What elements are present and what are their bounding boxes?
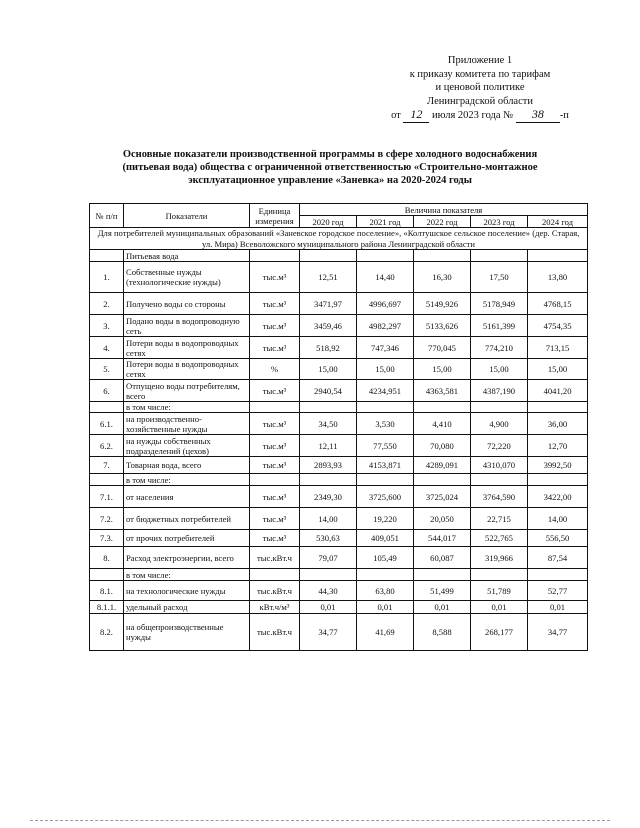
row-value: 105,49	[357, 547, 414, 569]
row-value: 34,50	[300, 413, 357, 435]
row-value	[528, 402, 588, 413]
row-unit: тыс.м³	[250, 337, 300, 359]
row-value	[357, 474, 414, 486]
table-row	[90, 547, 588, 569]
row-num: 4.	[90, 337, 124, 359]
row-unit: тыс.м³	[250, 435, 300, 457]
row-value: 770,045	[414, 337, 471, 359]
row-value: 4,410	[414, 413, 471, 435]
table-row	[90, 337, 588, 359]
row-value: 530,63	[300, 530, 357, 547]
section-value-cell	[528, 250, 588, 262]
document-title: Основные показатели производственной программы в сфере холодного водоснабжения (питьевая вода) общества с ограниченной ответственностью «Строительно-монтажное эксплуатационное управление «Заневка» на 2020-2024 годы	[122, 149, 538, 186]
row-value: 87,54	[528, 547, 588, 569]
appendix-policy-line: и ценовой политике	[435, 82, 525, 93]
row-indicator: удельный расход	[124, 601, 250, 614]
row-value: 8,588	[414, 614, 471, 651]
row-indicator: от бюджетных потребителей	[124, 508, 250, 530]
header-year: 2023 год	[471, 216, 528, 228]
row-value: 51,499	[414, 581, 471, 601]
appendix-region-line: Ленинградской области	[427, 95, 533, 107]
row-num: 2.	[90, 293, 124, 315]
date-middle: июля 2023 года №	[432, 110, 514, 121]
row-value: 13,80	[528, 262, 588, 293]
row-value: 5149,926	[414, 293, 471, 315]
table-row	[90, 457, 588, 474]
table-row	[90, 402, 588, 413]
row-value: 4,900	[471, 413, 528, 435]
row-value: 36,00	[528, 413, 588, 435]
row-value: 268,177	[471, 614, 528, 651]
row-value: 713,15	[528, 337, 588, 359]
row-value: 12,11	[300, 435, 357, 457]
table-row	[90, 601, 588, 614]
row-indicator: Расход электроэнергии, всего	[124, 547, 250, 569]
row-num: 7.3.	[90, 530, 124, 547]
row-indicator: от прочих потребителей	[124, 530, 250, 547]
row-unit	[250, 474, 300, 486]
row-value	[414, 569, 471, 581]
table-row	[90, 474, 588, 486]
row-value: 12,70	[528, 435, 588, 457]
row-unit	[250, 402, 300, 413]
table-row	[90, 486, 588, 508]
row-value: 19,220	[357, 508, 414, 530]
row-value: 5161,399	[471, 315, 528, 337]
appendix-title: Приложение 1	[447, 55, 513, 66]
row-value	[528, 569, 588, 581]
row-value	[300, 569, 357, 581]
order-number: 38	[516, 108, 560, 123]
row-value: 15,00	[300, 359, 357, 380]
row-indicator: Отпущено воды потребителям, всего	[124, 380, 250, 402]
row-value: 16,30	[414, 262, 471, 293]
row-value: 63,80	[357, 581, 414, 601]
row-value	[414, 402, 471, 413]
row-value: 3725,600	[357, 486, 414, 508]
row-value: 15,00	[414, 359, 471, 380]
row-num	[90, 569, 124, 581]
row-value: 3992,50	[528, 457, 588, 474]
row-value: 77,550	[357, 435, 414, 457]
section-label: Питьевая вода	[124, 250, 250, 262]
row-unit: тыс.м³	[250, 486, 300, 508]
row-indicator: Товарная вода, всего	[124, 457, 250, 474]
row-unit: кВт.ч/м³	[250, 601, 300, 614]
section-num-cell	[90, 250, 124, 262]
row-unit: тыс.м³	[250, 315, 300, 337]
table-row	[90, 435, 588, 457]
row-value: 4754,35	[528, 315, 588, 337]
row-unit: тыс.м³	[250, 530, 300, 547]
row-value: 22,715	[471, 508, 528, 530]
header-num: № п/п	[90, 204, 124, 228]
row-value: 4996,697	[357, 293, 414, 315]
order-day: 12	[403, 108, 429, 123]
table-row	[90, 508, 588, 530]
table-row	[90, 530, 588, 547]
row-value: 44,30	[300, 581, 357, 601]
row-value: 12,51	[300, 262, 357, 293]
row-value: 4363,581	[414, 380, 471, 402]
row-num	[90, 474, 124, 486]
row-indicator: на нужды собственных подразделений (цехов)	[124, 435, 250, 457]
page-bottom-edge	[30, 820, 610, 821]
row-value: 4768,15	[528, 293, 588, 315]
row-value: 14,00	[528, 508, 588, 530]
row-value: 4041,20	[528, 380, 588, 402]
row-num: 7.	[90, 457, 124, 474]
header-unit: Единица измерения	[250, 204, 300, 228]
row-value: 3459,46	[300, 315, 357, 337]
row-value: 5178,949	[471, 293, 528, 315]
row-num: 8.	[90, 547, 124, 569]
row-value: 5133,626	[414, 315, 471, 337]
row-value: 2893,93	[300, 457, 357, 474]
row-value: 0,01	[471, 601, 528, 614]
table-row	[90, 293, 588, 315]
row-indicator: от населения	[124, 486, 250, 508]
row-value: 20,050	[414, 508, 471, 530]
appendix-date-line	[380, 108, 580, 123]
table-row	[90, 380, 588, 402]
section-value-cell	[414, 250, 471, 262]
row-value: 0,01	[357, 601, 414, 614]
row-value: 522,765	[471, 530, 528, 547]
header-year: 2020 год	[300, 216, 357, 228]
row-num: 1.	[90, 262, 124, 293]
row-num: 6.1.	[90, 413, 124, 435]
row-num: 8.1.	[90, 581, 124, 601]
table-row	[90, 262, 588, 293]
row-num: 6.2.	[90, 435, 124, 457]
row-value: 3,530	[357, 413, 414, 435]
row-value	[528, 474, 588, 486]
row-value: 518,92	[300, 337, 357, 359]
row-value	[357, 569, 414, 581]
row-value: 4234,951	[357, 380, 414, 402]
row-indicator: Получено воды со стороны	[124, 293, 250, 315]
row-value	[471, 402, 528, 413]
header-year: 2024 год	[528, 216, 588, 228]
row-value: 544,017	[414, 530, 471, 547]
row-indicator: в том числе:	[124, 402, 250, 413]
row-value: 14,00	[300, 508, 357, 530]
row-value: 79,07	[300, 547, 357, 569]
row-unit: тыс.м³	[250, 413, 300, 435]
row-value	[471, 569, 528, 581]
row-value: 3471,97	[300, 293, 357, 315]
table-row	[90, 359, 588, 380]
row-unit: тыс.м³	[250, 508, 300, 530]
section-value-cell	[357, 250, 414, 262]
row-value: 0,01	[528, 601, 588, 614]
row-value: 2940,54	[300, 380, 357, 402]
row-value: 556,50	[528, 530, 588, 547]
row-indicator: Собственные нужды (технологические нужды)	[124, 262, 250, 293]
row-indicator: Подано воды в водопроводную сеть	[124, 315, 250, 337]
row-value: 319,966	[471, 547, 528, 569]
row-unit	[250, 569, 300, 581]
consumer-note: Для потребителей муниципальных образований «Заневское городское поселение», «Колтушское сельское поселение» (дер. Старая, ул. Мира) Всеволожского муниципального района Ленинградской области	[90, 228, 588, 250]
row-value: 0,01	[300, 601, 357, 614]
row-num: 7.2.	[90, 508, 124, 530]
row-indicator: на технологические нужды	[124, 581, 250, 601]
row-value: 72,220	[471, 435, 528, 457]
table-row	[90, 614, 588, 651]
row-value: 2349,30	[300, 486, 357, 508]
row-num: 3.	[90, 315, 124, 337]
header-year: 2022 год	[414, 216, 471, 228]
row-num: 7.1.	[90, 486, 124, 508]
row-unit: тыс.кВт.ч	[250, 547, 300, 569]
row-value: 4387,190	[471, 380, 528, 402]
row-unit: тыс.м³	[250, 262, 300, 293]
section-unit-cell	[250, 250, 300, 262]
row-value	[471, 474, 528, 486]
row-value: 14,40	[357, 262, 414, 293]
row-value: 4982,297	[357, 315, 414, 337]
section-value-cell	[471, 250, 528, 262]
row-num: 8.1.1.	[90, 601, 124, 614]
table-row	[90, 581, 588, 601]
row-value	[300, 402, 357, 413]
row-value: 4153,871	[357, 457, 414, 474]
row-indicator: в том числе:	[124, 474, 250, 486]
row-num: 6.	[90, 380, 124, 402]
row-indicator: Потери воды в водопроводных сетях	[124, 337, 250, 359]
row-value: 4289,091	[414, 457, 471, 474]
row-value	[300, 474, 357, 486]
row-value: 0,01	[414, 601, 471, 614]
row-value: 34,77	[528, 614, 588, 651]
row-indicator: Потери воды в водопроводных сетях	[124, 359, 250, 380]
row-value: 70,080	[414, 435, 471, 457]
number-suffix: -п	[559, 110, 569, 121]
row-unit: тыс.м³	[250, 457, 300, 474]
row-value: 3764,590	[471, 486, 528, 508]
row-unit: тыс.кВт.ч	[250, 581, 300, 601]
date-prefix: от	[391, 110, 401, 121]
row-value: 60,087	[414, 547, 471, 569]
row-num: 8.2.	[90, 614, 124, 651]
row-value	[414, 474, 471, 486]
row-value: 3422,00	[528, 486, 588, 508]
row-value: 15,00	[357, 359, 414, 380]
row-value: 17,50	[471, 262, 528, 293]
row-value: 51,789	[471, 581, 528, 601]
row-value: 52,77	[528, 581, 588, 601]
row-num: 5.	[90, 359, 124, 380]
row-value: 3725,024	[414, 486, 471, 508]
row-num	[90, 402, 124, 413]
row-indicator: на производственно-хозяйственные нужды	[124, 413, 250, 435]
table-row	[90, 315, 588, 337]
row-value: 34,77	[300, 614, 357, 651]
table-row	[90, 569, 588, 581]
row-unit: тыс.м³	[250, 293, 300, 315]
row-value: 15,00	[528, 359, 588, 380]
row-value: 41,69	[357, 614, 414, 651]
table-row	[90, 413, 588, 435]
header-indicator: Показатели	[124, 204, 250, 228]
row-value: 747,346	[357, 337, 414, 359]
row-value	[357, 402, 414, 413]
appendix-order-line: к приказу комитета по тарифам	[409, 68, 551, 80]
row-value: 774,210	[471, 337, 528, 359]
row-unit: %	[250, 359, 300, 380]
section-value-cell	[300, 250, 357, 262]
row-value: 4310,070	[471, 457, 528, 474]
row-unit: тыс.кВт.ч	[250, 614, 300, 651]
row-value: 409,051	[357, 530, 414, 547]
header-value: Величина показателя	[300, 204, 588, 216]
row-value: 15,00	[471, 359, 528, 380]
appendix-block	[380, 54, 580, 123]
row-indicator: на общепроизводственные нужды	[124, 614, 250, 651]
indicators-table	[89, 203, 588, 651]
header-year: 2021 год	[357, 216, 414, 228]
row-indicator: в том числе:	[124, 569, 250, 581]
row-unit: тыс.м³	[250, 380, 300, 402]
